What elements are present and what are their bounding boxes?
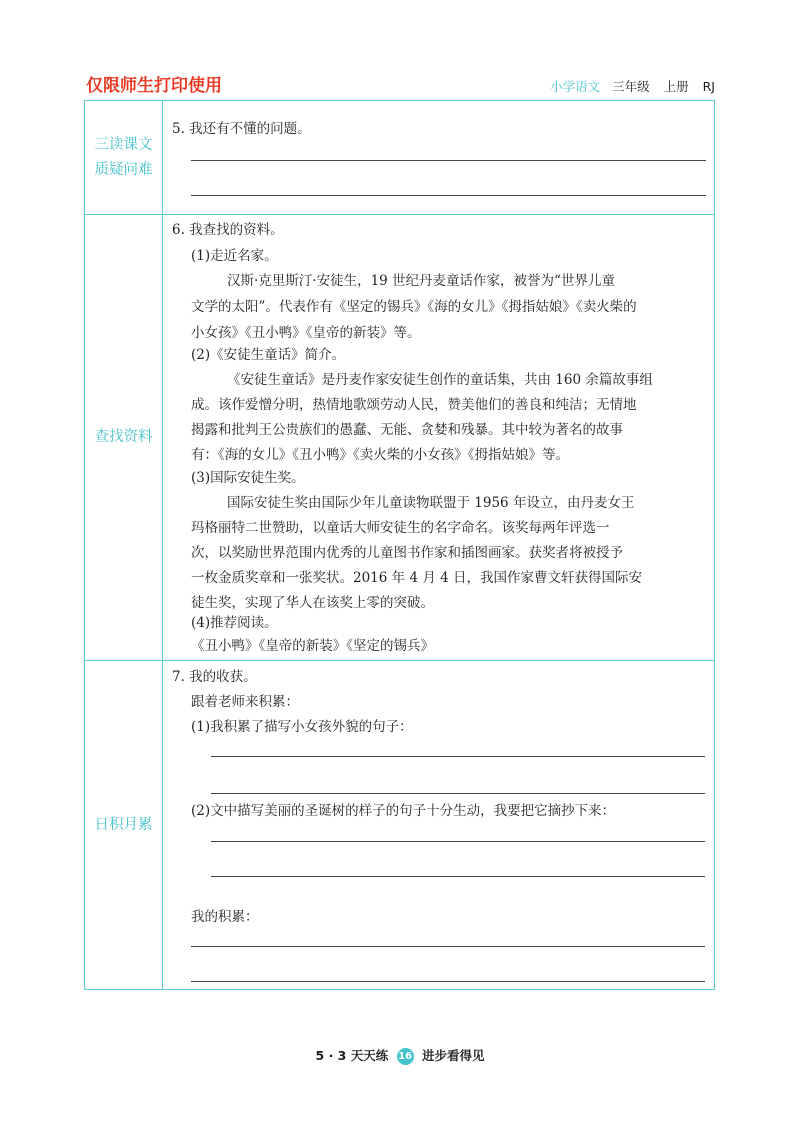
footer-brand: 5 · 3 天天练 — [315, 1048, 389, 1063]
paragraph-line: 成。该作爱憎分明，热情地歌颂劳动人民，赞美他们的善良和纯洁；无情地 — [191, 397, 637, 413]
section-research-row — [85, 215, 714, 661]
intro-text: 跟着老师来积累： — [191, 694, 299, 710]
footer-slogan: 进步看得见 — [421, 1048, 485, 1063]
section-questions-content — [163, 101, 714, 214]
header-edition: RJ — [702, 79, 715, 94]
worksheet-table — [84, 100, 715, 990]
subheading-book: (2)《安徒生童话》简介。 — [191, 347, 346, 363]
answer-line[interactable] — [191, 981, 705, 982]
paragraph-line: 玛格丽特二世赞助，以童话大师安徒生的名字命名。该奖每两年评选一 — [191, 520, 610, 536]
paragraph-line: 一枚金质奖章和一张奖状。2016 年 4 月 4 日，我国作家曹文轩获得国际安 — [191, 570, 642, 586]
recommended-books: 《丑小鸭》《皇帝的新装》《坚定的锡兵》 — [191, 638, 434, 654]
answer-line[interactable] — [191, 946, 705, 947]
section-label-questions — [85, 101, 163, 214]
answer-line[interactable] — [191, 160, 706, 161]
subheading-author: (1)走近名家。 — [191, 248, 278, 264]
answer-line[interactable] — [191, 195, 706, 196]
label-line: 质疑问难 — [94, 161, 153, 178]
prompt-my-accumulation: 我的积累： — [191, 909, 259, 925]
page-number-badge: 16 — [397, 1048, 414, 1065]
header-subject: 小学语文 — [550, 79, 601, 94]
footer — [0, 1046, 800, 1065]
header-grade: 三年级 — [612, 79, 650, 94]
paragraph-line: 《安徒生童话》是丹麦作家安徒生创作的童话集，共由 160 余篇故事组 — [227, 372, 653, 388]
question-7: 7. 我的收获。 — [172, 669, 257, 685]
section-label-research: 查找资料 — [85, 215, 163, 660]
paragraph-line: 文学的太阳”。代表作有《坚定的锡兵》《海的女儿》《拇指姑娘》《卖火柴的 — [191, 299, 637, 315]
section-research-content — [163, 215, 714, 660]
paragraph-line: 小女孩》《丑小鸭》《皇帝的新装》等。 — [191, 325, 421, 341]
paragraph-line: 国际安徒生奖由国际少年儿童读物联盟于 1956 年设立，由丹麦女王 — [227, 495, 635, 511]
subheading-award: (3)国际安徒生奖。 — [191, 470, 305, 486]
paragraph-line: 有：《海的女儿》《丑小鸭》《卖火柴的小女孩》《拇指姑娘》等。 — [191, 447, 569, 463]
prompt-girl-appearance: (1)我积累了描写小女孩外貌的句子： — [191, 719, 413, 735]
paragraph-line: 汉斯·克里斯汀·安徒生，19 世纪丹麦童话作家，被誉为“世界儿童 — [227, 273, 615, 289]
question-5: 5. 我还有不懂的问题。 — [172, 121, 311, 137]
header-term: 上册 — [663, 79, 689, 94]
answer-line[interactable] — [211, 876, 705, 877]
section-questions-row — [85, 101, 714, 215]
subheading-recommend: (4)推荐阅读。 — [191, 615, 278, 631]
section-accumulate-content — [163, 661, 714, 989]
section-accumulate-row — [85, 661, 714, 989]
paragraph-line: 徒生奖，实现了华人在该奖上零的突破。 — [191, 595, 434, 611]
answer-line[interactable] — [211, 841, 705, 842]
answer-line[interactable] — [211, 756, 705, 757]
question-6: 6. 我查找的资料。 — [172, 222, 284, 238]
answer-line[interactable] — [211, 793, 705, 794]
header-print-notice: 仅限师生打印使用 — [86, 76, 222, 96]
section-label-accumulate: 日积月累 — [85, 661, 163, 989]
paragraph-line: 揭露和批判王公贵族们的愚蠢、无能、贪婪和残暴。其中较为著名的故事 — [191, 422, 623, 438]
header-book-info — [550, 77, 715, 95]
paragraph-line: 次，以奖励世界范围内优秀的儿童图书作家和插图画家。获奖者将被授予 — [191, 545, 623, 561]
prompt-christmas-tree: (2)文中描写美丽的圣诞树的样子的句子十分生动，我要把它摘抄下来： — [191, 803, 616, 819]
label-line: 三读课文 — [94, 136, 153, 153]
